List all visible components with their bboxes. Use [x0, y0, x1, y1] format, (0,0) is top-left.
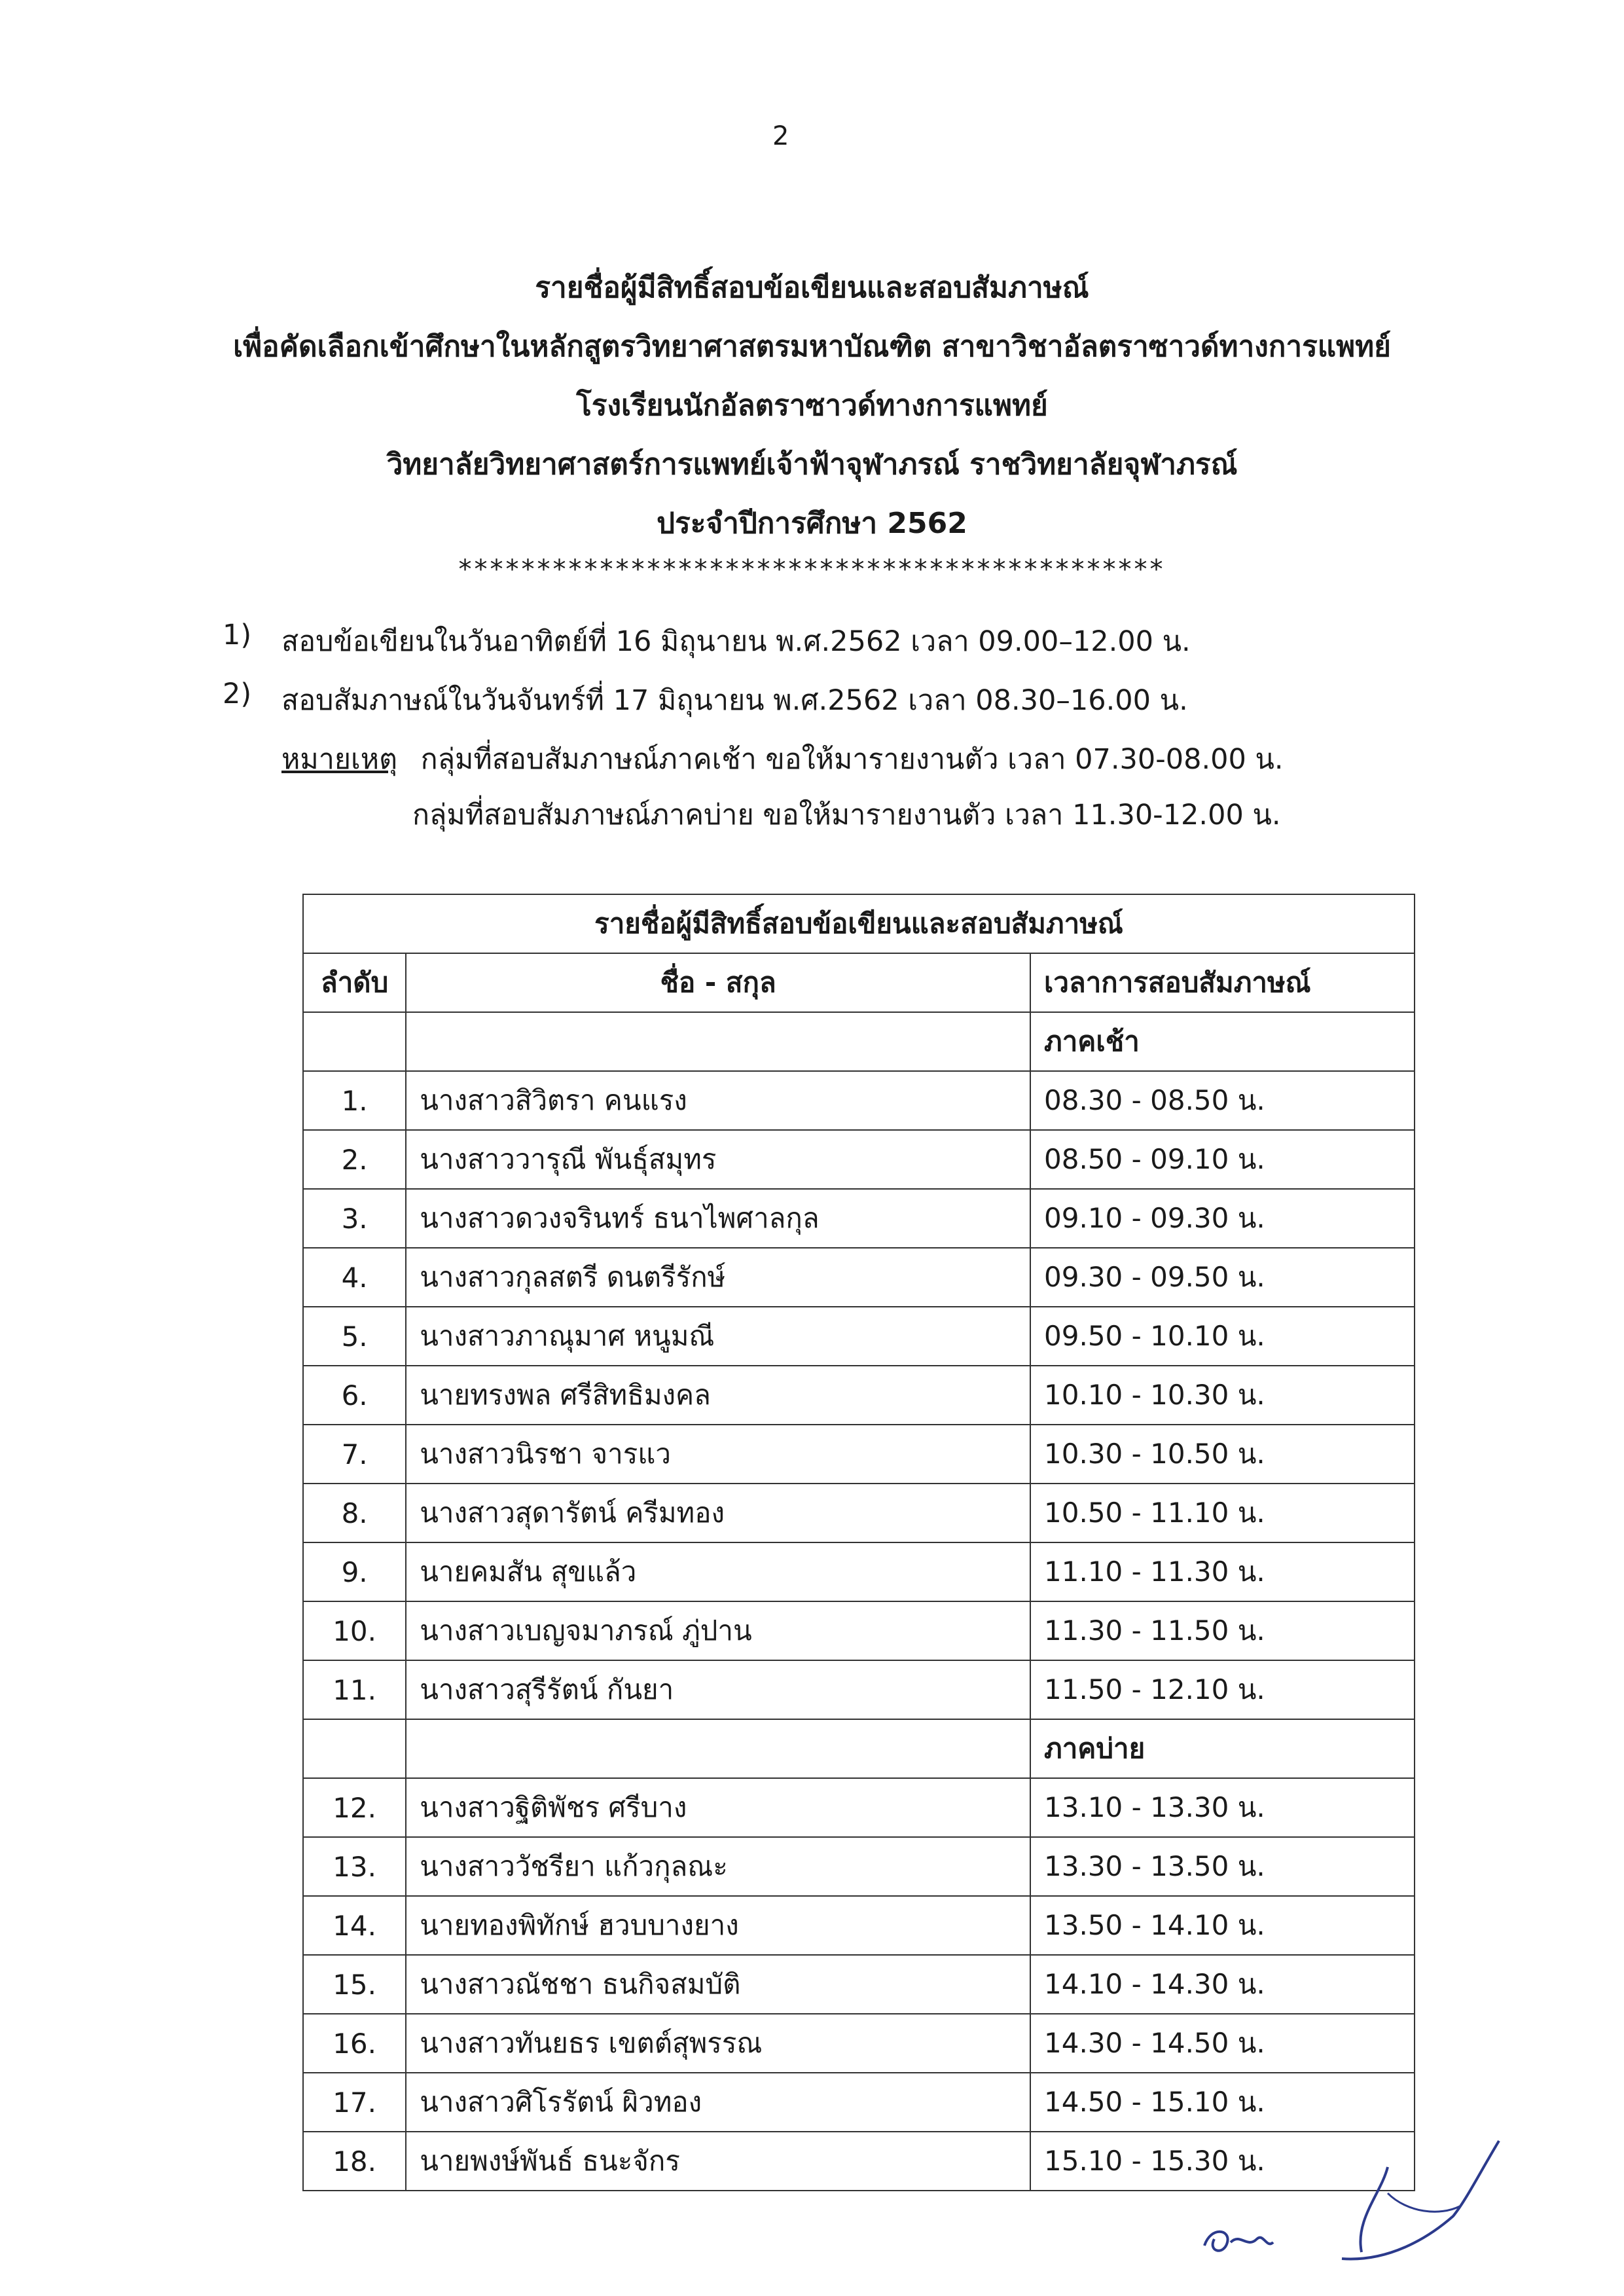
- candidate-name: นายคมสัน สุขแล้ว: [406, 1542, 1030, 1601]
- candidate-name: นางสาววารุณี พันธุ์สมุทร: [406, 1130, 1030, 1189]
- table-row: [303, 1071, 1415, 1130]
- session-label: ภาคบ่าย: [1030, 1719, 1415, 1778]
- row-number: 14.: [303, 1896, 406, 1955]
- schedule-item-number: 1): [223, 619, 252, 651]
- interview-time: 14.30 - 14.50 น.: [1030, 2014, 1415, 2073]
- interview-time: 09.50 - 10.10 น.: [1030, 1307, 1415, 1366]
- candidate-name: นางสาวณัชชา ธนกิจสมบัติ: [406, 1955, 1030, 2014]
- row-number: 16.: [303, 2014, 406, 2073]
- table-row: [303, 1542, 1415, 1601]
- row-number: 18.: [303, 2132, 406, 2191]
- session-row: [303, 1012, 1415, 1071]
- interview-time: 11.10 - 11.30 น.: [1030, 1542, 1415, 1601]
- interview-time: 10.50 - 11.10 น.: [1030, 1484, 1415, 1542]
- interview-time: 11.50 - 12.10 น.: [1030, 1660, 1415, 1719]
- header-name: ชื่อ - สกุล: [406, 953, 1030, 1012]
- table-row: [303, 1660, 1415, 1719]
- row-number: 7.: [303, 1425, 406, 1484]
- row-number: 17.: [303, 2073, 406, 2132]
- note-label: หมายเหตุ: [281, 743, 397, 776]
- candidate-name: นายพงษ์พันธ์ ธนะจักร: [406, 2132, 1030, 2191]
- table-row: [303, 1896, 1415, 1955]
- table-row: [303, 1425, 1415, 1484]
- interview-time: 13.50 - 14.10 น.: [1030, 1896, 1415, 1955]
- interview-time: 09.30 - 09.50 น.: [1030, 1248, 1415, 1307]
- title-line-5: ประจำปีการศึกษา 2562: [657, 507, 967, 540]
- table-row: [303, 1484, 1415, 1542]
- schedule-item-text: สอบข้อเขียนในวันอาทิตย์ที่ 16 มิถุนายน พ.ศ.2562 เวลา 09.00–12.00 น.: [281, 625, 1191, 658]
- session-row: [303, 1719, 1415, 1778]
- candidate-name: นางสาวสิวิตรา คนแรง: [406, 1071, 1030, 1130]
- row-number: 3.: [303, 1189, 406, 1248]
- table-row: [303, 1601, 1415, 1660]
- table-row: [303, 1130, 1415, 1189]
- row-number: 11.: [303, 1660, 406, 1719]
- interview-time: 10.30 - 10.50 น.: [1030, 1425, 1415, 1484]
- interview-time: 09.10 - 09.30 น.: [1030, 1189, 1415, 1248]
- candidate-name: นางสาวสุรีรัตน์ กันยา: [406, 1660, 1030, 1719]
- row-number: 13.: [303, 1837, 406, 1896]
- note-text-afternoon: กลุ่มที่สอบสัมภาษณ์ภาคบ่าย ขอให้มารายงานตัว เวลา 11.30-12.00 น.: [412, 799, 1281, 831]
- candidate-name: นางสาวดวงจรินทร์ ธนาไพศาลกุล: [406, 1189, 1030, 1248]
- candidate-name: นางสาวเบญจมาภรณ์ ภู่ปาน: [406, 1601, 1030, 1660]
- candidate-name: นายทรงพล ศรีสิทธิมงคล: [406, 1366, 1030, 1425]
- title-line-1: รายชื่อผู้มีสิทธิ์สอบข้อเขียนและสอบสัมภาษณ์: [535, 271, 1089, 304]
- interview-time: 10.10 - 10.30 น.: [1030, 1366, 1415, 1425]
- row-number: 1.: [303, 1071, 406, 1130]
- header-no: ลำดับ: [303, 953, 406, 1012]
- schedule-item-number: 2): [223, 678, 252, 710]
- page-number: 2: [772, 121, 789, 151]
- title-line-3: โรงเรียนนักอัลตราซาวด์ทางการแพทย์: [576, 389, 1048, 422]
- table-row: [303, 2014, 1415, 2073]
- interview-time: 14.10 - 14.30 น.: [1030, 1955, 1415, 2014]
- table-row: [303, 1955, 1415, 2014]
- note-line-1: [281, 737, 1284, 781]
- table-row: [303, 1189, 1415, 1248]
- row-number: 4.: [303, 1248, 406, 1307]
- candidate-name: นางสาวนิรชา จารแว: [406, 1425, 1030, 1484]
- session-empty-name: [406, 1012, 1030, 1071]
- table-row: [303, 1248, 1415, 1307]
- table-header-row: [303, 953, 1415, 1012]
- session-empty-name: [406, 1719, 1030, 1778]
- row-number: 12.: [303, 1778, 406, 1837]
- title-line-2: เพื่อคัดเลือกเข้าศึกษาในหลักสูตรวิทยาศาสตรมหาบัณฑิต สาขาวิชาอัลตราซาวด์ทางการแพทย์: [233, 330, 1391, 363]
- row-number: 10.: [303, 1601, 406, 1660]
- row-number: 8.: [303, 1484, 406, 1542]
- table-row: [303, 1837, 1415, 1896]
- candidate-name: นางสาวภาณุมาศ หนูมณี: [406, 1307, 1030, 1366]
- schedule-item-text: สอบสัมภาษณ์ในวันจันทร์ที่ 17 มิถุนายน พ.ศ.2562 เวลา 08.30–16.00 น.: [281, 684, 1188, 717]
- interview-time: 15.10 - 15.30 น.: [1030, 2132, 1415, 2191]
- session-label: ภาคเช้า: [1030, 1012, 1415, 1071]
- row-number: 15.: [303, 1955, 406, 2014]
- candidate-name: นางสาวฐิติพัชร ศรีบาง: [406, 1778, 1030, 1837]
- table-caption-row: [303, 894, 1415, 953]
- handwritten-signature: [1191, 2102, 1532, 2272]
- interview-time: 14.50 - 15.10 น.: [1030, 2073, 1415, 2132]
- note-text-morning: กลุ่มที่สอบสัมภาษณ์ภาคเช้า ขอให้มารายงานตัว เวลา 07.30-08.00 น.: [420, 743, 1284, 776]
- candidate-name: นางสาวทันยธร เขตต์สุพรรณ: [406, 2014, 1030, 2073]
- candidate-name: นายทองพิทักษ์ ฮวบบางยาง: [406, 1896, 1030, 1955]
- row-number: 2.: [303, 1130, 406, 1189]
- interview-time: 08.50 - 09.10 น.: [1030, 1130, 1415, 1189]
- note-line-2: [412, 792, 1281, 837]
- interview-time: 11.30 - 11.50 น.: [1030, 1601, 1415, 1660]
- interview-time: 08.30 - 08.50 น.: [1030, 1071, 1415, 1130]
- interview-time: 13.10 - 13.30 น.: [1030, 1778, 1415, 1837]
- table-row: [303, 1778, 1415, 1837]
- row-number: 6.: [303, 1366, 406, 1425]
- document-title: [0, 259, 1624, 586]
- candidate-name: นางสาววัชรียา แก้วกุลณะ: [406, 1837, 1030, 1896]
- table-caption: รายชื่อผู้มีสิทธิ์สอบข้อเขียนและสอบสัมภาษณ์: [303, 894, 1415, 953]
- session-empty-no: [303, 1719, 406, 1778]
- candidate-name: นางสาวสุดารัตน์ ครีมทอง: [406, 1484, 1030, 1542]
- separator-stars: *********************************************: [458, 555, 1166, 585]
- interview-time: 13.30 - 13.50 น.: [1030, 1837, 1415, 1896]
- title-line-4: วิทยาลัยวิทยาศาสตร์การแพทย์เจ้าฟ้าจุฬาภรณ์ ราชวิทยาลัยจุฬาภรณ์: [386, 448, 1238, 481]
- header-time: เวลาการสอบสัมภาษณ์: [1030, 953, 1415, 1012]
- row-number: 9.: [303, 1542, 406, 1601]
- candidate-name: นางสาวศิโรรัตน์ ผิวทอง: [406, 2073, 1030, 2132]
- session-empty-no: [303, 1012, 406, 1071]
- table-row: [303, 1307, 1415, 1366]
- table-row: [303, 1366, 1415, 1425]
- candidate-name: นางสาวกุลสตรี ดนตรีรักษ์: [406, 1248, 1030, 1307]
- row-number: 5.: [303, 1307, 406, 1366]
- candidate-table: [302, 894, 1415, 2191]
